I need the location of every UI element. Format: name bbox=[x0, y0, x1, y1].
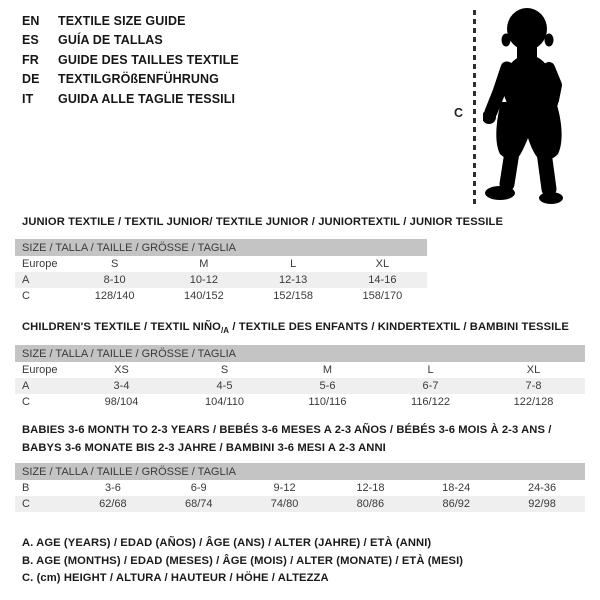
size-cell: 152/158 bbox=[273, 290, 313, 302]
height-measure-label: C bbox=[454, 106, 464, 120]
toddler-silhouette-image bbox=[483, 6, 575, 211]
size-cell: 110/116 bbox=[308, 396, 347, 408]
junior-table-title: JUNIOR TEXTILE / TEXTIL JUNIOR/ TEXTILE JUNIOR / JUNIORTEXTIL / JUNIOR TESSILE bbox=[22, 216, 504, 228]
size-cell: 6-7 bbox=[379, 378, 482, 394]
size-cell: L bbox=[290, 258, 297, 270]
footnote-b: B. AGE (MONTHS) / EDAD (MESES) / ÂGE (MOIS) / ALTER (MONATE) / ETÀ (MESI) bbox=[22, 554, 464, 567]
babies-table-title bbox=[22, 422, 551, 457]
size-cell: 92/98 bbox=[499, 496, 585, 512]
table-row bbox=[15, 480, 585, 496]
babies-title-line-1: BABIES 3-6 MONTH TO 2-3 YEARS / BEBÉS 3-6 MESES A 2-3 AÑOS / BÉBÉS 3-6 MOIS À 2-3 ANS / bbox=[22, 424, 552, 436]
row-label: C bbox=[22, 290, 30, 302]
size-cell: XS bbox=[114, 364, 129, 376]
size-header-bar: SIZE / TALLA / TAILLE / GRÖSSE / TAGLIA bbox=[15, 345, 585, 362]
guide-title-es: GUÍA DE TALLAS bbox=[58, 33, 163, 48]
size-cell: 7-8 bbox=[482, 378, 585, 394]
size-cell: 8-10 bbox=[70, 272, 159, 288]
footnotes bbox=[22, 535, 463, 588]
size-cell: 86/92 bbox=[413, 496, 499, 512]
row-label: B bbox=[22, 482, 30, 494]
table-row bbox=[15, 496, 585, 512]
size-cell: 3-4 bbox=[70, 378, 173, 394]
row-label: A bbox=[15, 272, 70, 288]
babies-title-line-2: BABYS 3-6 MONATE BIS 2-3 JAHRE / BAMBINI 3-6 MESI A 2-3 ANNI bbox=[22, 441, 386, 454]
size-cell: 140/152 bbox=[183, 290, 224, 302]
measurement-figure bbox=[440, 0, 600, 215]
table-row bbox=[15, 272, 427, 288]
row-label: C bbox=[15, 496, 70, 512]
language-code: IT bbox=[22, 91, 34, 106]
language-code: FR bbox=[22, 52, 39, 67]
size-cell: M bbox=[322, 364, 333, 376]
table-row bbox=[15, 378, 585, 394]
language-code: EN bbox=[22, 13, 40, 28]
height-measure-dashed-line bbox=[473, 10, 476, 206]
size-cell: 5-6 bbox=[276, 378, 379, 394]
language-code: DE bbox=[22, 72, 40, 87]
children-title-subscript: /A bbox=[220, 326, 230, 336]
row-label: A bbox=[15, 378, 70, 394]
size-cell: 158/170 bbox=[362, 290, 403, 302]
size-cell: 62/68 bbox=[70, 496, 156, 512]
babies-size-table bbox=[15, 463, 585, 512]
children-table-title bbox=[22, 321, 569, 335]
size-cell: 12-18 bbox=[356, 482, 385, 494]
language-row-it bbox=[22, 89, 239, 109]
row-label: Europe bbox=[22, 364, 58, 376]
language-code: ES bbox=[22, 33, 39, 48]
size-cell: 10-12 bbox=[159, 272, 248, 288]
size-cell: 9-12 bbox=[273, 482, 296, 494]
size-cell: XL bbox=[375, 258, 390, 270]
size-cell: S bbox=[110, 258, 119, 270]
row-label: C bbox=[22, 396, 30, 408]
footnote-c: C. (cm) HEIGHT / ALTURA / HAUTEUR / HÖHE / ALTEZZA bbox=[22, 572, 329, 584]
table-row bbox=[15, 362, 585, 378]
size-header-bar: SIZE / TALLA / TAILLE / GRÖSSE / TAGLIA bbox=[15, 463, 585, 480]
guide-title-it: GUIDA ALLE TAGLIE TESSILI bbox=[58, 91, 236, 106]
children-size-table bbox=[15, 345, 585, 410]
guide-title-fr: GUIDE DES TAILLES TEXTILE bbox=[58, 52, 239, 67]
table-row bbox=[15, 256, 427, 272]
guide-title-de: TEXTILGRÖßENFÜHRUNG bbox=[58, 72, 219, 87]
language-row-fr bbox=[22, 50, 239, 70]
children-title-part2: / TEXTILE DES ENFANTS / KINDERTEXTIL / BAMBINI TESSILE bbox=[229, 321, 569, 333]
size-cell: 122/128 bbox=[513, 396, 554, 408]
language-row-es bbox=[22, 31, 239, 51]
children-title-part1: CHILDREN'S TEXTILE / TEXTIL NIÑO bbox=[22, 321, 221, 333]
size-cell: 128/140 bbox=[94, 290, 135, 302]
size-cell: 3-6 bbox=[104, 482, 121, 494]
size-cell: S bbox=[220, 364, 229, 376]
size-cell: 18-24 bbox=[442, 482, 471, 494]
size-cell: 4-5 bbox=[173, 378, 276, 394]
size-header-bar: SIZE / TALLA / TAILLE / GRÖSSE / TAGLIA bbox=[15, 239, 427, 256]
size-cell: 104/110 bbox=[205, 396, 244, 408]
size-cell: 24-36 bbox=[528, 482, 557, 494]
guide-title-en: TEXTILE SIZE GUIDE bbox=[58, 13, 186, 28]
footnote-a: A. AGE (YEARS) / EDAD (AÑOS) / ÂGE (ANS) / ALTER (JAHRE) / ETÀ (ANNI) bbox=[22, 537, 432, 549]
row-label: Europe bbox=[22, 258, 58, 270]
size-cell: 14-16 bbox=[338, 272, 427, 288]
language-row-en bbox=[22, 11, 239, 31]
size-cell: 80/86 bbox=[327, 496, 413, 512]
size-cell: 12-13 bbox=[249, 272, 338, 288]
language-row-de bbox=[22, 70, 239, 90]
table-row bbox=[15, 394, 585, 410]
size-cell: L bbox=[427, 364, 434, 376]
size-cell: 116/122 bbox=[411, 396, 450, 408]
junior-size-table bbox=[15, 239, 427, 304]
size-cell: 6-9 bbox=[190, 482, 207, 494]
table-row bbox=[15, 288, 427, 304]
size-cell: 68/74 bbox=[156, 496, 242, 512]
size-cell: XL bbox=[526, 364, 541, 376]
language-title-list bbox=[22, 11, 239, 109]
size-cell: 98/104 bbox=[104, 396, 139, 408]
size-cell: 74/80 bbox=[242, 496, 328, 512]
size-cell: M bbox=[199, 258, 209, 270]
